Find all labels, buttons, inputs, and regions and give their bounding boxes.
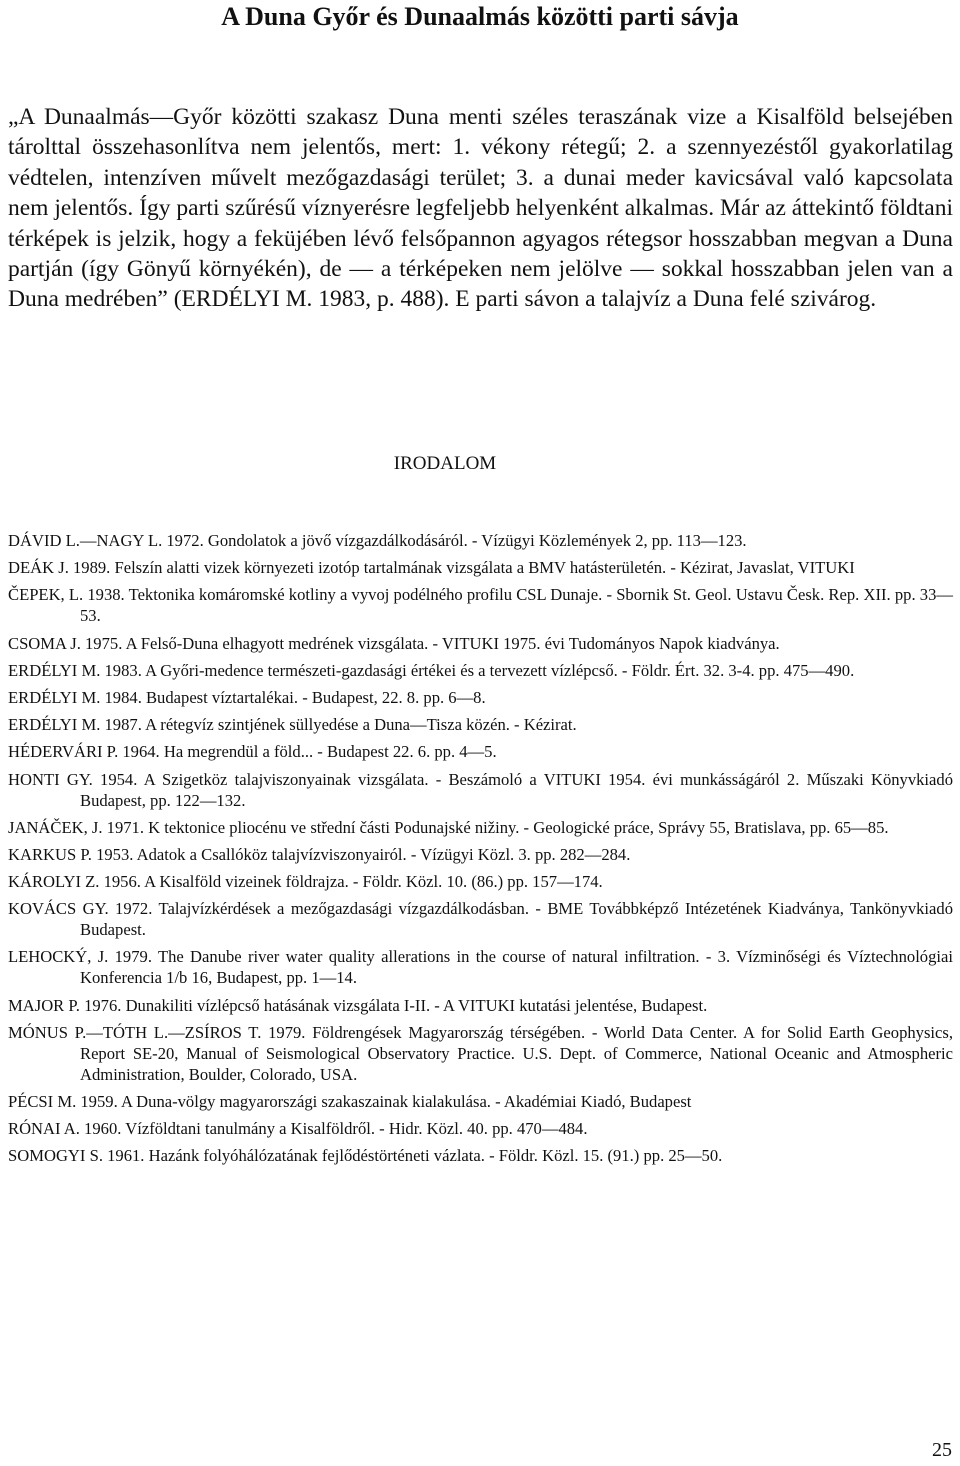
intro-text: „A Dunaalmás—Győr közötti szakasz Duna menti széles teraszának vize a Kisalföld belsejében tárolttal összehasonlítva nem jelentős, mert: 1. vékony rétegű; 2. a szennyezéstől gyakorlatilag védtelen, intenzíven művelt mezőgazdasági terület; 3. a dunai meder kavicsával való kapcsolata nem jelentős. Így parti szűrésű víznyerésre legfeljebb helyenként alkalmas. Már az áttekintő földtani térképek is jelzik, hogy a feküjében lévő felsőpannon agyagos rétegsor hosszabban megvan a Duna partján (így Gönyű környékén), de — a térképeken nem jelölve — sokkal hosszabban jelen van a Duna medrében” (ERDÉLYI M. 1983, p. 488). E parti sávon a talajvíz a Duna felé szivárog. — [8, 104, 953, 313]
reference-item: HONTI GY. 1954. A Szigetköz talajviszonyainak vizsgálata. - Beszámoló a VITUKI 1954. évi munkásságáról 2. Műszaki Könyvkiadó Budapest, pp. 122—132. — [8, 769, 953, 810]
reference-item: RÓNAI A. 1960. Vízföldtani tanulmány a Kisalföldről. - Hidr. Közl. 40. pp. 470—484. — [8, 1119, 588, 1139]
reference-list — [8, 530, 953, 1173]
reference-item: CSOMA J. 1975. A Felső-Duna elhagyott medrének vizsgálata. - VITUKI 1975. évi Tudományos Napok kiadványa. — [8, 633, 780, 653]
reference-item: ERDÉLYI M. 1983. A Győri-medence természeti-gazdasági értékei és a tervezett vízlépcső. - Földr. Ért. 32. 3-4. pp. 475—490. — [8, 660, 855, 680]
reference-item: DEÁK J. 1989. Felszín alatti vizek környezeti izotóp tartalmának vizsgálata a BMV hatásterületén. - Kézirat, Javaslat, VITUKI — [8, 558, 855, 578]
page-number: 25 — [932, 1439, 952, 1461]
reference-item: ERDÉLYI M. 1984. Budapest víztartalékai. - Budapest, 22. 8. pp. 6—8. — [8, 687, 486, 707]
reference-item: JANÁČEK, J. 1971. K tektonice pliocénu ve střední části Podunajské nižiny. - Geologické práce, Správy 55, Bratislava, pp. 65—85. — [8, 817, 889, 837]
intro-paragraph — [8, 102, 953, 315]
reference-item: MÓNUS P.—TÓTH L.—ZSÍROS T. 1979. Földrengések Magyarország térségében. - World Data Center. A for Solid Earth Geophysics, Report SE-20, Manual of Seismological Observatory Practice. U.S. Dept. of Commerce, National Oceanic and Atmospheric Administration, Boulder, Colorado, USA. — [8, 1022, 953, 1084]
reference-item: KOVÁCS GY. 1972. Talajvízkérdések a mezőgazdasági vízgazdálkodásban. - BME Továbbképző Intézetének Kiadványa, Tankönyvkiadó Budapest. — [8, 899, 953, 940]
reference-item: MAJOR P. 1976. Dunakiliti vízlépcső hatásának vizsgálata I-II. - A VITUKI kutatási jelentése, Budapest. — [8, 995, 708, 1015]
reference-item: PÉCSI M. 1959. A Duna-völgy magyarországi szakaszainak kialakulása. - Akadémiai Kiadó, Budapest — [8, 1092, 692, 1111]
reference-item: KÁROLYI Z. 1956. A Kisalföld vizeinek földrajza. - Földr. Közl. 10. (86.) pp. 157—174. — [8, 872, 603, 892]
reference-item: ČEPEK, L. 1938. Tektonika komáromské kotliny a vyvoj podélného profilu CSL Dunaje. - Sbornik St. Geol. Ustavu Česk. Rep. XII. pp. 33—53. — [8, 585, 953, 626]
reference-item: DÁVID L.—NAGY L. 1972. Gondolatok a jövő vízgazdálkodásáról. - Vízügyi Közlemények 2, pp. 113—123. — [8, 531, 747, 550]
reference-item: HÉDERVÁRI P. 1964. Ha megrendül a föld... - Budapest 22. 6. pp. 4—5. — [8, 742, 497, 762]
reference-item: SOMOGYI S. 1961. Hazánk folyóhálózatának fejlődéstörténeti vázlata. - Földr. Közl. 15. (91.) pp. 25—50. — [8, 1146, 723, 1166]
section-heading-references: IRODALOM — [393, 453, 497, 474]
reference-item: KARKUS P. 1953. Adatok a Csallóköz talajvízviszonyairól. - Vízügyi Közl. 3. pp. 282—284. — [8, 844, 631, 864]
reference-item: ERDÉLYI M. 1987. A rétegvíz szintjének süllyedése a Duna—Tisza közén. - Kézirat. — [8, 715, 577, 735]
page-title: A Duna Győr és Dunaalmás közötti parti sávja — [221, 2, 739, 31]
reference-item: LEHOCKÝ, J. 1979. The Danube river water quality allerations in the course of natural infiltration. - 3. Vízminőségi és Víztechnológiai Konferencia 1/b 16, Budapest, pp. 1—14. — [8, 947, 953, 988]
